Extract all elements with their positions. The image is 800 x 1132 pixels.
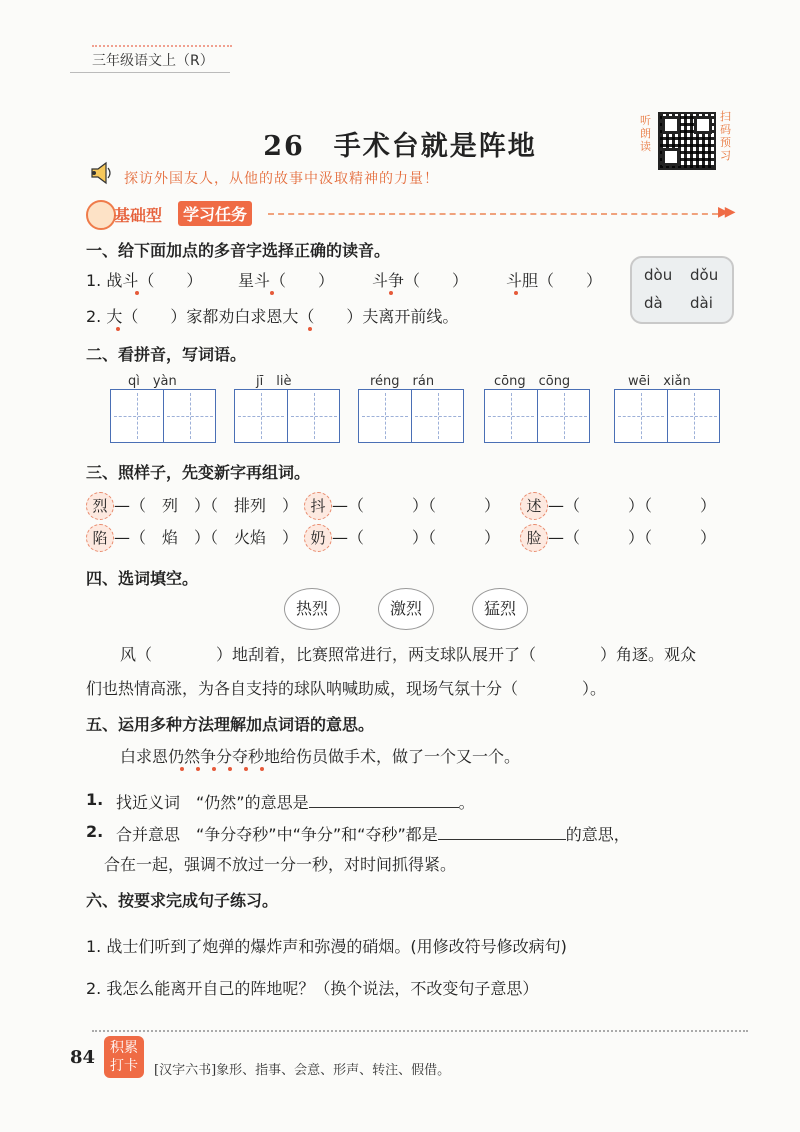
char-circle: 烈 <box>86 492 114 520</box>
q3-example: —（ 焰 ）（ 火焰 ） <box>114 528 299 547</box>
header-divider <box>70 72 230 73</box>
q4-paragraph-1: 风（ ）地刮着，比赛照常进行，两支球队展开了（ ）角逐。观众 <box>120 645 697 664</box>
task-band <box>86 200 746 228</box>
char-circle: 抖 <box>304 492 332 520</box>
writing-grid[interactable] <box>234 389 340 443</box>
q6-item-1: 1. 战士们听到了炮弹的爆炸声和弥漫的硝烟。(用修改符号修改病句) <box>86 937 567 956</box>
qr-right-label: 扫码预习 <box>720 110 731 162</box>
q3-row-2-b <box>304 524 500 552</box>
accumulate-badge: 积累打卡 <box>104 1036 144 1078</box>
book-label: 三年级语文上（R） <box>92 53 214 69</box>
emphasis-dot <box>212 767 216 771</box>
q6-item-2: 2. 我怎么能离开自己的阵地呢？（换个说法，不改变句子意思） <box>86 979 539 998</box>
emphasis-dot <box>116 327 120 331</box>
lightbulb-icon <box>86 200 116 230</box>
q5-sentence: 白求恩仍然争分夺秒地给伤员做手术，做了一个又一个。 <box>120 747 521 766</box>
qr-code-icon[interactable] <box>658 112 716 170</box>
word-choice: 热烈 <box>284 588 340 630</box>
footer-divider <box>92 1030 748 1032</box>
writing-grid[interactable] <box>110 389 216 443</box>
q3-blank[interactable]: —（ ）（ ） <box>332 528 501 547</box>
qr-block[interactable] <box>640 110 740 168</box>
emphasis-dot <box>180 767 184 771</box>
qr-finder <box>694 116 712 134</box>
pinyin-label: wēi xiǎn <box>628 374 691 389</box>
q5-item-1-number: 1. <box>86 790 104 809</box>
qr-finder <box>662 116 680 134</box>
pinyin-label: réng rán <box>370 374 435 389</box>
q3-blank[interactable]: —（ ）（ ） <box>548 528 717 547</box>
footer-note: [汉字六书]象形、指事、会意、形声、转注、假借。 <box>154 1063 451 1078</box>
q6-title: 六、按要求完成句子练习。 <box>86 891 279 910</box>
word-choice: 猛烈 <box>472 588 528 630</box>
q3-row-1-c <box>520 492 716 520</box>
page-number: 84 <box>70 1047 96 1068</box>
q5-item-2 <box>116 822 630 845</box>
writing-grid[interactable] <box>358 389 464 443</box>
lesson-subtitle: 探访外国友人，从他的故事中汲取精神的力量！ <box>124 171 439 187</box>
header-decoration <box>92 45 232 47</box>
emphasis-dot <box>228 767 232 771</box>
pinyin-option: dài <box>690 294 713 312</box>
q4-paragraph-2: 们也热情高涨，为各自支持的球队呐喊助威，现场气氛十分（ ）。 <box>86 679 607 698</box>
pinyin-option: dòu <box>644 266 673 284</box>
pinyin-label: qì yàn <box>128 374 177 389</box>
pinyin-label: jī liè <box>256 374 292 389</box>
emphasis-dot <box>196 767 200 771</box>
emphasis-dot <box>389 291 393 295</box>
q4-title: 四、选词填空。 <box>86 569 199 588</box>
emphasis-dot <box>514 291 518 295</box>
writing-grid[interactable] <box>614 389 720 443</box>
q5-item-2-end: 的意思， <box>565 825 630 844</box>
writing-grid[interactable] <box>484 389 590 443</box>
band-label-task: 学习任务 <box>178 201 252 226</box>
emphasis-dot <box>270 291 274 295</box>
q3-title: 三、照样子，先变新字再组词。 <box>86 463 311 482</box>
pinyin-option: dà <box>644 294 663 312</box>
q3-row-1-b <box>304 492 500 520</box>
lesson-title: 26 手术台就是阵地 <box>263 131 537 162</box>
pinyin-options-box <box>630 256 734 324</box>
q3-row-2-c <box>520 524 716 552</box>
q3-row-1 <box>86 492 298 520</box>
emphasis-dot <box>260 767 264 771</box>
band-dashed-line <box>268 213 718 215</box>
q5-item-1-prompt: 找近义词 “仍然”的意思是 <box>116 793 309 812</box>
double-arrow-icon: ▶▶ <box>718 204 732 220</box>
emphasis-dot <box>244 767 248 771</box>
q5-title: 五、运用多种方法理解加点词语的意思。 <box>86 715 375 734</box>
char-circle: 奶 <box>304 524 332 552</box>
q3-row-2 <box>86 524 298 552</box>
char-circle: 陷 <box>86 524 114 552</box>
answer-blank[interactable] <box>309 791 459 808</box>
q5-item-1-end: 。 <box>458 793 475 812</box>
q2-title: 二、看拼音，写词语。 <box>86 345 247 364</box>
char-circle: 述 <box>520 492 548 520</box>
band-label-basic: 基础型 <box>114 206 163 225</box>
q5-item-2-prompt: 合并意思 “争分夺秒”中“争分”和“夺秒”都是 <box>116 825 438 844</box>
pinyin-label: cōng cōng <box>494 374 571 389</box>
q1-title: 一、给下面加点的多音字选择正确的读音。 <box>86 241 391 260</box>
q1-item-1d: 斗胆（ ） <box>506 271 603 290</box>
qr-left-label: 听朗读 <box>640 114 651 153</box>
q1-item-1b: 星斗（ ） <box>238 271 335 290</box>
char-circle: 脸 <box>520 524 548 552</box>
emphasis-dot <box>308 327 312 331</box>
q1-item-1c: 斗争（ ） <box>372 271 469 290</box>
q1-item-2: 2. 大（ ）家都劝白求恩大（ ）夫离开前线。 <box>86 307 459 326</box>
q5-item-2-number: 2. <box>86 822 104 841</box>
q3-example: —（ 列 ）（ 排列 ） <box>114 496 299 515</box>
q5-item-2-continued: 合在一起，强调不放过一分一秒，对时间抓得紧。 <box>104 855 457 874</box>
qr-finder <box>662 148 680 166</box>
q5-item-1 <box>116 790 475 813</box>
word-choice: 激烈 <box>378 588 434 630</box>
emphasis-dot <box>135 291 139 295</box>
q3-blank[interactable]: —（ ）（ ） <box>548 496 717 515</box>
q1-item-1a: 1. 战斗（ ） <box>86 271 203 290</box>
q3-blank[interactable]: —（ ）（ ） <box>332 496 501 515</box>
answer-blank[interactable] <box>438 823 566 840</box>
speaker-icon <box>86 160 114 186</box>
pinyin-option: dǒu <box>690 266 719 284</box>
